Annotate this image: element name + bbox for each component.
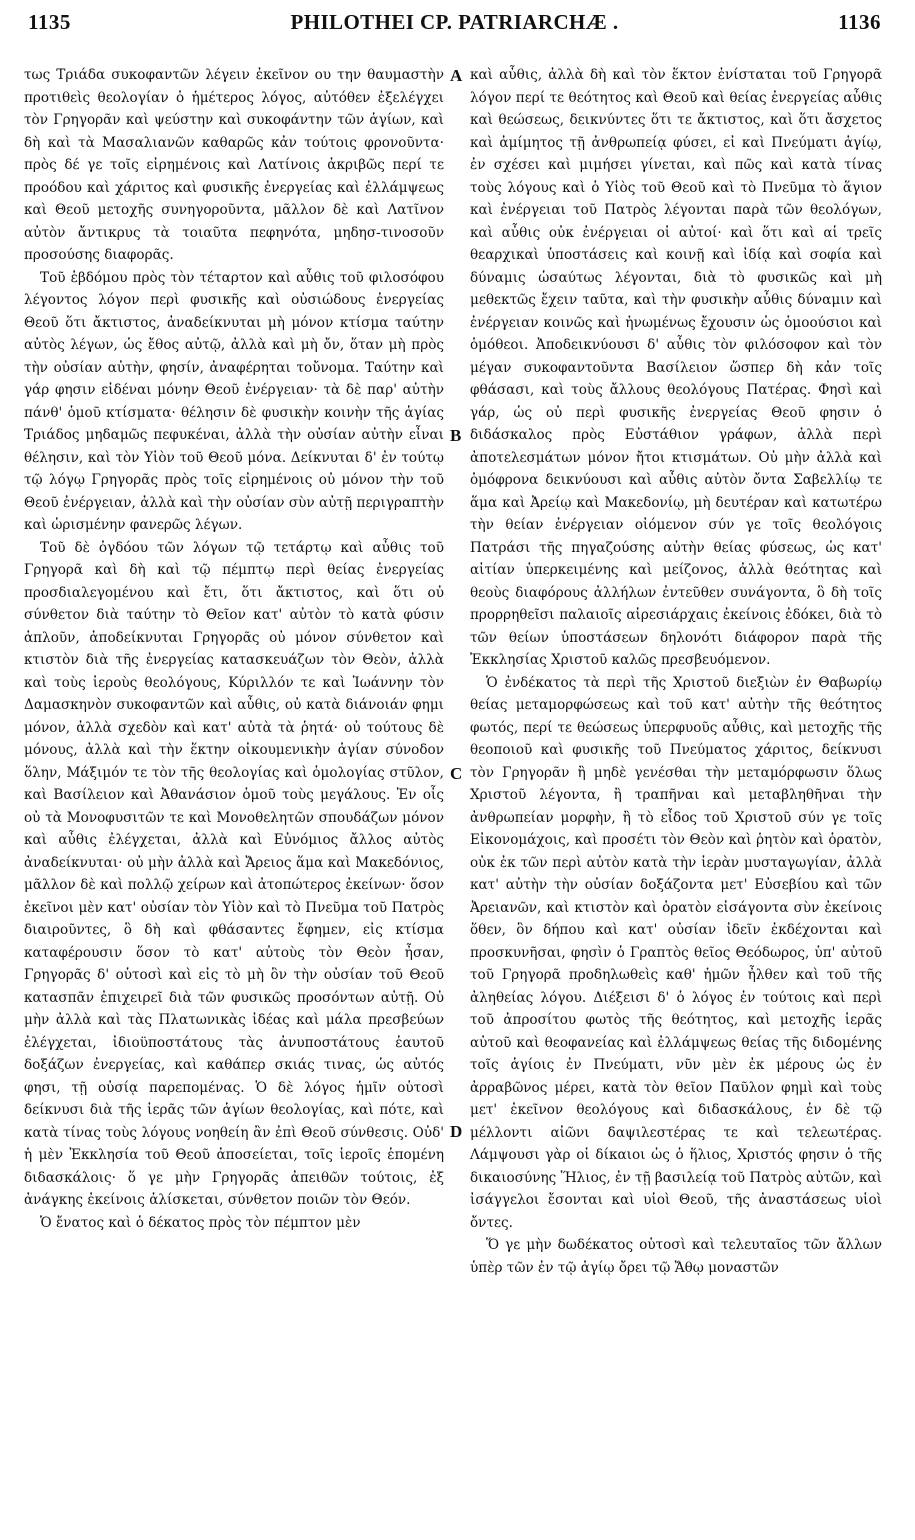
margin-marker-a: A — [450, 66, 463, 85]
paragraph: Ὁ ἔνατος καὶ ὁ δέκατος πρὸς τὸν πέμπτον μὲν — [40, 1214, 361, 1231]
running-title — [28, 10, 881, 35]
margin-marker-d: D — [450, 1122, 463, 1141]
right-column-number: 1136 — [838, 10, 881, 34]
paragraph: Τοῦ δὲ ὀγδόου τῶν λόγων τῷ τετάρτῳ καὶ αὖθις τοῦ Γρηγορᾶ καὶ δὴ καὶ τῷ πέμπτῳ περὶ θείας ἐνεργείας προσδιαλεγομένου καὶ ἔτι, ὅτι ἄκτιστος, καὶ ὅτι οὐ σύνθετον διὰ ταύτην τὸ Θεῖον κατ' αὐτὸν τὸ κατὰ φύσιν ἁπλοῦν, ἀποδείκνυται Γρηγορᾶς οὐ μόνον σύνθετον καὶ κτιστὸν διὰ τῆς ἐνεργείας κατασκευάζων τὸν Θεὸν, ἀλλὰ καὶ τοὺς ἱεροὺς θεολόγους, Κύριλλόν τε καὶ Ἰωάννην τὸν Δαμασκηνὸν συκοφαντῶν καὶ αὖθις, οὐ κατὰ διάνοιάν φημι μόνον, ἀλλὰ σχεδὸν καὶ κατ' αὐτὰ τὰ ῥητά· οὐ τούτους δὲ μόνους, ἀλλὰ καὶ τὴν ἕκτην οἰκουμενικὴν ἁγίαν σύνοδον ὅλην, Μάξιμόν τε τὸν τῆς θεολογίας καὶ ὁμολογίας στῦλον, καὶ Βασίλειον καὶ Ἀθανάσιον ὁμοῦ τοὺς μεγάλους. Ἐν οἷς οὐ τὰ Μονοφυσιτῶν τε καὶ Μονοθελητῶν σπουδάζων μόνον καὶ αὖθις ἐλέγχεται, ἀλλὰ καὶ Εὐνόμιος ἄλλος αὐτὸς ἀναδείκνυται· οὐ μὴν ἀλλὰ καὶ Ἄρειος ἅμα καὶ Μακεδόνιος, μᾶλλον δὲ καὶ πολλῷ χείρων καὶ ἀτοπώτερος ἐκείνων· ὅσον ἐκεῖνοι μὲν κατ' οὐσίαν τὸν Υἱὸν καὶ τὸ Πνεῦμα τοῦ Πατρὸς διαιροῦντες, ὃ δὴ καὶ φθάσαντες ἔφημεν, εἰς κτίσμα καταφέρουσιν ὅσον τὸ κατ' αὐτοὺς τὸν Θεὸν ἦσαν, Γρηγορᾶς δ' οὑτοσὶ καὶ εἰς τὸ μὴ ὂν τὴν οὐσίαν τοῦ Θεοῦ κατασπᾶν ἐπιχειρεῖ διὰ τῶν φυσικῶς προσόντων αὐτῇ. Οὐ μὴν ἀλλὰ καὶ τὰς Πλατωνικὰς ἰδέας καὶ μάλα πρεσβεύων ἐλέγχεται, ἰδιοϋποστάτους τὰς ἀνυποστάτους ἑαυτοῦ δοξάζων ἐνεργείας, καὶ καθάπερ σκιάς τινας, ὡς αὐτός φησι, τῇ οὐσίᾳ παρεπομένας. Ὁ δὲ λόγος ἡμῖν οὑτοσὶ δείκνυσι διὰ τῆς ἱερᾶς τῶν ἁγίων θεολογίας, καὶ πότε, καὶ κατὰ τίνας τοὺς λόγους νοηθείη ἂν ἐπὶ Θεοῦ σύνθεσις. Οὐδ' ἡ μὲν Ἐκκλησία τοῦ Θεοῦ ἀποσείεται, τοῖς ἱεροῖς ἑπομένη διδασκάλοις· ὅ γε μὴν Γρηγορᾶς ἀπειθῶν τούτοις, ἐξ ἀνάγκης ἐκείνοις ἁλίσκεται, σύνθετον ποιῶν τὸν Θεόν. — [24, 539, 444, 1208]
paragraph: Ὁ ἐνδέκατος τὰ περὶ τῆς Χριστοῦ διεξιὼν ἐν Θαβωρίῳ θείας μεταμορφώσεως καὶ τοῦ κατ' αὐτὴν τῆς θεότητος φωτός, περί τε θεώσεως ὑπερφυοῦς αὖθις, καὶ μετοχῆς τῆς θεοποιοῦ καὶ φυσικῆς τοῦ Πνεύματος χάριτος, δείκνυσι τὸν Γρηγορᾶν ἢ μηδὲ γενέσθαι τὴν μεταμόρφωσιν ὅλως Χριστοῦ λέγοντα, ἢ τραπῆναι καὶ μεταβληθῆναι τὴν ἀνθρωπείαν μορφὴν, ἢ τὸ εἶδος τοῦ Χριστοῦ σύν γε τοῖς Εἰκονομάχοις, καὶ προσέτι τὸν Θεὸν καὶ ῥητὸν καὶ ὁρατὸν, οὐκ ἐκ τῶν περὶ αὐτὸν κατὰ τὴν ἱερὰν μυσταγωγίαν, ἀλλὰ κατ' αὐτὴν τὴν οὐσίαν δοξάζοντα μετ' Εὐσεβίου καὶ τῶν Ἀρειανῶν, καὶ κτιστὸν καὶ ὁρατὸν εἰσάγοντα σὺν ἐκείνοις ὅθεν, ὃν δήπου καὶ κατ' οὐσίαν ἰδεῖν ἐκδέχονται καὶ προσκυνῆσαι, φησὶν ὁ Γραπτὸς θεῖος Θεόδωρος, ὑπ' αὐτοῦ τοῦ Γρηγορᾶ προδηλωθεὶς καθ' ἡμῶν ἦλθεν καὶ τοῦ τῆς ἀληθείας λόγου. Διέξεισι δ' ὁ λόγος ἐν τούτοις καὶ περὶ τοῦ ἀπροσίτου φωτὸς τῆς θεότητος, καὶ μετοχῆς ἱερᾶς αὐτοῦ καὶ θεοφανείας καὶ ἐλλάμψεως θείας τῆς διδομένης τοῖς ἁγίοις ἐν Πνεύματι, νῦν μὲν ἐκ μέρους ὡς ἐν ἀρραβῶνος μέρει, κατὰ τὸν θεῖον Παῦλον φημὶ καὶ τοὺς μετ' ἐκεῖνον θεολόγους καὶ διδασκάλους, ἐν δὲ τῷ μέλλοντι αἰῶνι δαψιλεστέρας τε καὶ τελεωτέρας. Λάμψουσι γὰρ οἱ δίκαιοι ὡς ὁ ἥλιος, Χριστός φησιν ὁ τῆς δικαιοσύνης Ἥλιος, ἐν τῇ βασιλείᾳ τοῦ Πατρὸς αὐτῶν, καὶ ἰσάγγελοι ἔσονται καὶ υἱοὶ Θεοῦ, τῆς ἀναστάσεως υἱοὶ ὄντες. — [470, 674, 882, 1231]
margin-marker-b: B — [450, 426, 462, 445]
left-text-column — [24, 64, 444, 1524]
right-text-column — [470, 64, 882, 1524]
paragraph: Τοῦ ἑβδόμου πρὸς τὸν τέταρτον καὶ αὖθις τοῦ φιλοσόφου λέγοντος λόγον περὶ φυσικῆς καὶ οὐσιώδους ἐνεργείας Θεοῦ ὅτι ἄκτιστος, ἀναδείκνυται μὴ μόνον κτίσμα ταύτην αὐτὸς λέγων, ὡς ἔθος αὐτῷ, ἀλλὰ καὶ μὴ ὄν, ὅταν μὴ πρὸς τὴν οὐσίαν αὐτὴν, φησίν, ἀναφέρηται τοὔνομα. Ταύτην καὶ γάρ φησιν εἰδέναι μόνην Θεοῦ ἐνέργειαν· τὰ δὲ παρ' αὐτὴν πάνθ' ὁμοῦ κτίσματα· θέλησιν δὲ φυσικὴν κοινὴν τῆς ἁγίας Τριάδος μηδαμῶς πεφυκέναι, ἀλλὰ τὴν οὐσίαν αὐτὴν εἶναι θέλησιν, καὶ τὸν Υἱὸν τοῦ Θεοῦ μόνα. Δείκνυται δ' ἐν τούτῳ τῷ λόγῳ Γρηγορᾶς πρὸς τοῖς εἰρημένοις οὐ μόνον τὴν τοῦ Θεοῦ ἐνέργειαν, ἀλλὰ καὶ τὴν οὐσίαν σὺν αὐτῇ περιγραπτὴν καὶ ὡρισμένην φανερῶς λέγων. — [24, 269, 444, 533]
running-title-text: PHILOTHEI CP. PATRIARCHÆ — [290, 10, 608, 34]
running-title-dot: . — [612, 10, 619, 34]
page-header — [28, 10, 881, 44]
paragraph: τως Τριάδα συκοφαντῶν λέγειν ἐκεῖνον ου την θαυμαστὴν προτιθεὶς θεολογίαν ὁ ἡμέτερος λόγος, αὐτόθεν ἐξελέγχει τὸν Γρηγορᾶν καὶ ψεύστην καὶ συκοφάντην τῶν ἁγίων, καὶ δὴ καὶ τὰ Μασαλιανῶν καθαρῶς κἀν τούτοις φρονοῦντα· πρὸς δέ γε τοῖς εἰρημένοις καὶ Λατίνοις ἀκριβῶς περί τε προόδου καὶ χάριτος καὶ φυσικῆς ἐνεργείας καὶ ἐλλάμψεως καὶ Θεοῦ μετοχῆς συνηγοροῦντα, μᾶλλον δὲ καὶ Λατῖνον αὐτὸν ἄντικρυς τὰ τοιαῦτα πεφηνότα, μηδησ-τινοσοῦν προσούσης διαφορᾶς. — [24, 67, 444, 263]
paragraph: καὶ αὖθις, ἀλλὰ δὴ καὶ τὸν ἕκτον ἐνίσταται τοῦ Γρηγορᾶ λόγον περί τε θεότητος καὶ Θεοῦ καὶ θείας ἐνεργείας αὖθις καὶ θεώσεως, δεικνύντες ὅτι τε ἄκτιστος, καὶ ὅτι ἄσχετος καὶ ἀμίμητος τῇ ἀνθρωπείᾳ φύσει, εἰ καὶ Πνεύματι ἁγίῳ, ἐν σχέσει καὶ μιμήσει γίνεται, καὶ πῶς καὶ κατὰ τίνας τοὺς λόγους καὶ ὁ Υἱὸς τοῦ Θεοῦ καὶ τὸ Πνεῦμα τὸ ἅγιον καὶ ἐνέργειαι τοῦ Πατρὸς λέγονται παρὰ τῶν θεολόγων, καὶ αὖθις οὐκ ἐνέργειαι οἱ αὐτοί· καὶ ὅτι καὶ αἱ τρεῖς θεαρχικαὶ ὑποστάσεις καὶ κοινῇ καὶ ἰδίᾳ καὶ σοφία καὶ δύναμις ὡσαύτως λέγονται, διὰ τὸ φυσικῶς καὶ μὴ μεθεκτῶς ἔχειν ταῦτα, καὶ τὴν φυσικὴν αὖθις δύναμιν καὶ ἐνέργειαν κοινῶς καὶ ἡνωμένως ἔχουσιν ὡς ὁμοούσιοι καὶ ὁμόθεοι. Ἀποδεικνύουσι δ' αὖθις τὸν φιλόσοφον καὶ τὸν μέγαν συκοφαντοῦντα Βασίλειον ὥσπερ δὴ κἀν τοῖς φθάσασι, καὶ τοὺς ἄλλους θεολόγους Πατέρας. Φησὶ καὶ γάρ, ὡς οὐ περὶ φυσικῆς ἐνεργείας Θεοῦ φησιν ὁ διδάσκαλος πρὸς Εὐστάθιον γράφων, ἀλλὰ περὶ ἀποτελεσμάτων μόνον ἤτοι κτισμάτων. Οὐ μὴν ἀλλὰ καὶ ὁμόφρονα δεικνύουσι καὶ αὖθις αὐτὸν ὄντα Σαβελλίῳ τε ἅμα καὶ Ἀρείῳ καὶ Μακεδονίῳ, μὴ δευτέραν καὶ κατωτέρω τὴν θείαν ἐνέργειαν οἰόμενον σύν γε τοῖς θεολόγοις Πατράσι τῆς πηγαζούσης αὐτὴν θείας φύσεως, ὡς κατ' αἰτίαν ὑπερκειμένης καὶ μείζονος, ἀλλὰ θεότητας καὶ θεοὺς διαφόρους ἀλλήλων ἐντεῦθεν συνάγοντα, ὃ δὴ τοῖς προρρηθεῖσι παλαιοῖς αἱρεσιάρχαις ἐκείνοις ἐδόκει, διὰ τὸ τῶν θείων ὑποστάσεων δηλονότι διάφορον παρὰ τῆς Ἐκκλησίας Χριστοῦ καλῶς πρεσβευόμενον. — [470, 67, 882, 668]
left-column-number: 1135 — [28, 10, 71, 34]
paragraph: Ὅ γε μὴν δωδέκατος οὑτοσὶ καὶ τελευταῖος τῶν ἄλλων ὑπὲρ τῶν ἐν τῷ ἁγίῳ ὄρει τῷ Ἄθῳ μοναστῶν — [470, 1237, 882, 1276]
header-rule — [28, 62, 881, 63]
margin-marker-c: C — [450, 764, 463, 783]
